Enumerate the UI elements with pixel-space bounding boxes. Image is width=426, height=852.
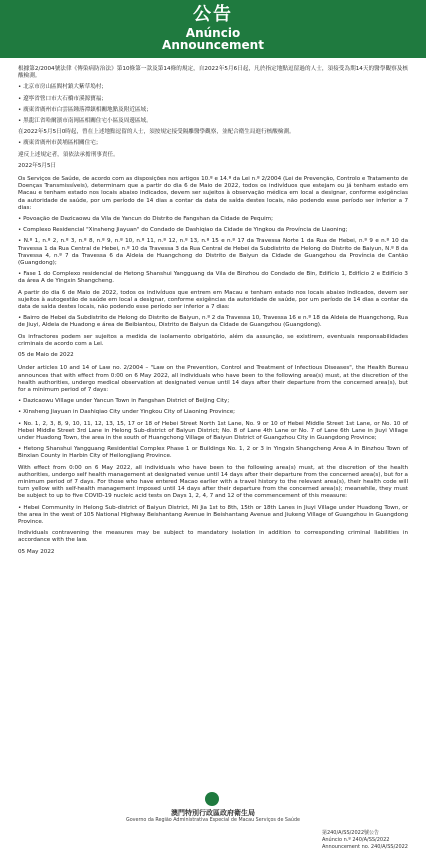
health-bureau-emblem-icon [205, 792, 219, 806]
org-name-pt: Governo da Região Administrativa Especial de Macau Serviços de Saúde [126, 818, 300, 823]
org-name-zh: 澳門特別行政區政府衛生局 [171, 809, 255, 817]
pt-paragraph: Os infractores podem ser sujeitos a medida de isolamento obrigatório, além da assunção, se existirem, eventuais responsabilidades criminais de acordo com a Lei. [18, 333, 408, 347]
zh-bullet: • 廣東省廣州市白雲區鍾落潭鎮相關地點及附近區域； [18, 106, 152, 113]
announcement-header [0, 0, 426, 58]
pt-date: 05 de Maio de 2022 [18, 352, 74, 359]
en-bullet: • No. 1, 2, 3, 8, 9, 10, 11, 12, 13, 15, 17 or 18 of Hebei Street North 1st Lane, No. 9 or 10 of Hebei Middle Street 1st Lane, or No. 10 of Hebei Middle Street 3rd Lane in Helong Sub-district of Baiyun District; No. 8 of Lane 4th Lane or No. 7 of Lane 6th Lane in Jiuyi Village under Huadong Town, the area in the south of Huangchong Village of Baiyun District of Guangzhou City in Guangdong Province; [18, 420, 408, 441]
title-pt: Anúncio [185, 26, 241, 40]
pt-bullet: • N.º 1, n.º 2, n.º 3, n.º 8, n.º 9, n.º 10, n.º 11, n.º 12, n.º 13, n.º 15 e n.º 17 da Travessa Norte 1 da Rua de Hebei, n.º 9 e n.º 10 da Travessa 1 da Rua Central de Hebei, n.º 10 da Travessa 3 da Rua Central de Hebei da Subdistrito de Helong do Distrito de Baiyun, N.º 8 da Travessa 4, n.º 7 da Travessa 6 da Aldeia de Huangchong do Distrito de Baiyun da Cidade de Guangzhou da Província de Cantão (Guangdong); [18, 238, 408, 267]
zh-bullet: • 黑龍江省哈爾濱市南岡區相關住宅小區及周邊區域。 [18, 118, 152, 125]
en-paragraph: Individuals contravening the measures may be subject to mandatory isolation in addition to corresponding criminal liabilities in accordance with the law. [18, 530, 408, 544]
title-zh: 公告 [193, 4, 233, 25]
zh-bullet: • 遼寧省營口市大石橋市溪源寶福； [18, 95, 107, 102]
en-bullet: • Xinsheng Jiayuan in Dashiqiao City under Yingkou City of Liaoning Province; [18, 409, 236, 416]
announcement-reference [322, 830, 408, 851]
en-paragraph: Under articles 10 and 14 of Law no. 2/2004 – "Law on the Prevention, Control and Treatment of Infectious Diseases", the Health Bureau announces that with effect from 0:00 on 6 May 2022, all individuals who have been to the following area(s) must, at the discretion of the health authorities, undergo medical observation at designated venue until 14 days after their departure from the concerned area(s), but for a minimum period of 7 days: [18, 365, 408, 393]
en-date: 05 May 2022 [18, 548, 55, 555]
reference-zh: 第240/A/SS/2022號公告 [321, 830, 380, 836]
en-bullet: • Hebei Community in Helong Sub-district of Baiyun District, Mi Jia 1st to 8th, 15th or 18th Lanes in Jiuyi Village under Huadong Town, or the area in the west of 105 National Highway Beishantang Avenue in Beishantang Avenue and Jiukeng Village of Guangzhou in Guangdong Province. [18, 504, 408, 525]
pt-paragraph: A partir do dia 6 de Maio de 2022, todos os indivíduos que entrem em Macau e tenham estado nos locais abaixo indicados, devem ser sujeitos à autogestão de saúde em local a designar, conforme exigências da autoridade de saúde, por um período de 14 dias a contar da data de saída destes locais, não podendo esse período ser inferior a 7 dias: [18, 289, 408, 311]
zh-date: 2022年5月5日 [18, 162, 57, 169]
title-en: Announcement [162, 38, 264, 52]
en-bullet: • Hetong Shanshui Yangguang Residential Complex Phase 1 or Buildings No. 1, 2 or 3 in Yingxin Shangcheng Area A in Binzhou Town of Binxian County in Harbin City of Heilongjiang Province. [18, 446, 408, 460]
zh-bullet: • 北京市房山區閻村鎮大紫草塢村； [18, 84, 107, 91]
pt-paragraph: Os Serviços de Saúde, de acordo com as disposições nos artigos 10.º e 14.º da Lei n.º 2/2004 (Lei de Prevenção, Controlo e Tratamento de Doenças Transmissíveis), determinam que a partir do dia 6 de Maio de 2022, todos os indivíduos que estejam ou já tenham estado em Macau e tenham estado nos locais abaixo indicados, devem ser sujeitos à observação médica em local a designar, conforme exigências da autoridade de saúde, por um período de 14 dias a contar da data de saída destes locais, não podendo esse período ser inferior a 7 dias: [18, 176, 408, 211]
chinese-section [18, 66, 408, 170]
zh-paragraph: 違反上述規定者，須依法承擔刑事責任。 [18, 151, 119, 158]
portuguese-section [18, 176, 408, 359]
announcement-footer [0, 792, 426, 852]
english-section [18, 365, 408, 555]
announcement-body [0, 66, 426, 562]
pt-bullet: • Bairro de Hebei da Subdistrito de Helong do Distrito de Baiyun, n.º 2 da Travessa 10, Travessa 16 e n.º 18 da Aldeia de Huangchong, Rua de Jiuyi, Aldeia de Huadong e área de Beibiantou, Distrito de Baiyun da Cidade de Guangzhou (Guangdong). [18, 315, 408, 329]
reference-en: Announcement no. 240/A/SS/2022 [321, 844, 408, 850]
en-paragraph: With effect from 0:00 on 6 May 2022, all individuals who have been to the following area(s) must, at the discretion of the health authorities, undergo self health management at designated venue until 14 days after their departure from the concerned area(s), but for a minimum period of 7 days. For those who have entered Macao earlier with a travel history to the relevant area(s), their health code will turn yellow with self-health management imposed until 14 days after their departure from the concerned area(s); meanwhile, they must be subject to up to five COVID-19 nucleic acid tests on Days 1, 2, 4, 7 and 12 of the commencement of this measure: [18, 464, 408, 500]
zh-paragraph: 在2022年5月5日0時起，曾在上述地點逗留的人士，須按規定接受隔離醫學觀察，並配合衛生局進行核酸檢測。 [18, 129, 295, 136]
en-bullet: • Dazicaowu Village under Yancun Town in Fangshan District of Beijing City; [18, 398, 230, 405]
zh-bullet: • 廣東省廣州市黃埔區相關住宅； [18, 140, 102, 147]
zh-paragraph: 根據第2/2004號法律《傳染病防治法》第10條第一款及第14條的規定，自2022年5月6日起，凡於指定地點逗留過的人士，須接受為期14天的醫學觀察及核酸檢測。 [18, 66, 408, 80]
reference-pt: Anúncio n.º 240/A/SS/2022 [321, 837, 390, 843]
pt-bullet: • Povoação de Dazicaowu da Vila de Yancun do Distrito de Fangshan da Cidade de Pequim; [18, 216, 273, 223]
pt-bullet: • Complexo Residencial "Xinsheng Jiayuan" do Condado de Dashiqiao da Cidade de Yingkou da Província de Liaoning; [18, 227, 348, 234]
pt-bullet: • Fase 1 do Complexo residencial de Hetong Shanshui Yangguang da Vila de Binzhou do Condado de Bin, Edifício 1, Edifício 2 e Edifício 3 da área A de Yingxin Shangcheng. [18, 271, 408, 285]
